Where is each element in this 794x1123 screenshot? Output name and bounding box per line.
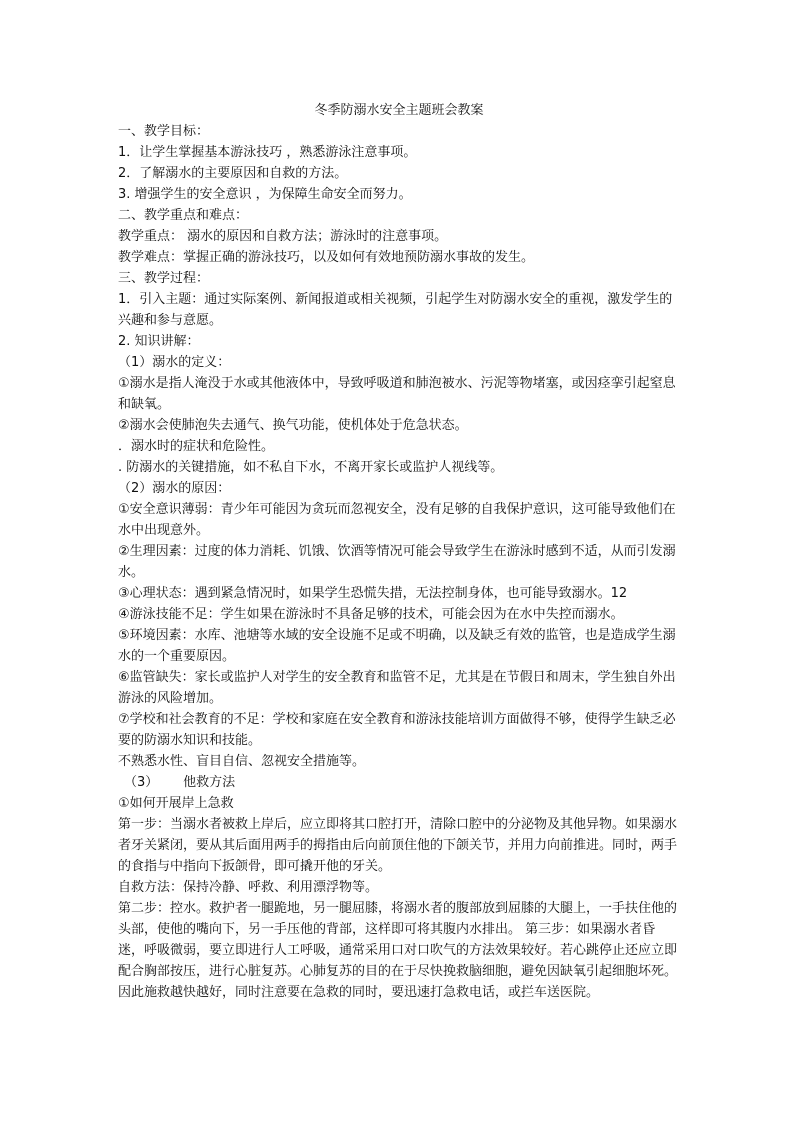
objective-item: 1．让学生掌握基本游泳技巧 ，熟悉游泳注意事项。 <box>118 145 417 160</box>
list-item: ①如何开展岸上急救 <box>118 796 234 811</box>
process-paragraph: 1．引入主题：通过实际案例、新闻报道或相关视频，引起学生对防溺水安全的重视，激发学生的兴趣和参与意愿。 <box>118 292 673 328</box>
paragraph: 第二步：控水。救护者一腿跪地，另一腿屈膝，将溺水者的腹部放到屈膝的大腿上，一手扶住他的头部，使他的嘴向下，另一手压他的背部，这样即可将其腹内水排出。 第三步：如果溺水者昏迷，呼吸微弱，要立即进行人工呼吸，通常采用口对口吹气的方法效果较好。若心跳停止还应立即配合胸部按压，进行心脏复苏。心肺复苏的目的在于尽快挽救脑细胞，避免因缺氧引起细胞坏死。因此施救越快越好，同时注意要在急救的同时，要迅速打急救电话，或拦车送医院。 <box>118 901 678 1000</box>
process-paragraph: 2. 知识讲解： <box>118 334 200 349</box>
subsection-heading: （1）溺水的定义： <box>118 355 231 370</box>
objective-item: 3. 增强学生的安全意识 ，为保障生命安全而努力。 <box>118 187 412 202</box>
paragraph: 第一步：当溺水者被救上岸后，应立即将其口腔打开，清除口腔中的分泌物及其他异物。如果溺水者牙关紧闭，要从其后面用两手的拇指由后向前顶住他的下颌关节，并用力向前推进。同时，两手的食指与中指向下扳颌骨，即可撬开他的牙关。 <box>118 817 678 874</box>
paragraph: 不熟悉水性、盲目自信、忽视安全措施等。 <box>118 754 366 769</box>
subsection-heading: （3） 他救方法 <box>124 775 236 790</box>
key-point-text: 教学重点： 溺水的原因和自救方法；游泳时的注意事项。 <box>118 229 448 244</box>
list-item: . 防溺水的关键措施，如不私自下水，不离开家长或监护人视线等。 <box>118 460 504 475</box>
document-page <box>118 100 680 1003</box>
list-item: ④游泳技能不足：学生如果在游泳时不具备足够的技术，可能会因为在水中失控而溺水。 <box>118 607 624 622</box>
list-item: ②溺水会使肺泡失去通气、换气功能，使机体处于危急状态。 <box>118 418 468 433</box>
section-heading-objectives: 一、教学目标： <box>118 124 210 139</box>
list-item: ②生理因素：过度的体力消耗、饥饿、饮酒等情况可能会导致学生在游泳时感到不适，从而引发溺水。 <box>118 544 676 580</box>
list-item: ⑥监管缺失：家长或监护人对学生的安全教育和监管不足，尤其是在节假日和周末，学生独自外出游泳的风险增加。 <box>118 670 676 706</box>
document-title: 冬季防溺水安全主题班会教案 <box>314 103 484 118</box>
section-heading-process: 三、教学过程： <box>118 271 210 286</box>
list-item: ．溺水时的症状和危险性。 <box>118 439 275 454</box>
list-item: ①溺水是指人淹没于水或其他液体中，导致呼吸道和肺泡被水、污泥等物堵塞，或因痉挛引起窒息和缺氧。 <box>118 376 676 412</box>
list-item: ⑤环境因素：水库、池塘等水域的安全设施不足或不明确，以及缺乏有效的监管，也是造成学生溺水的一个重要原因。 <box>118 628 676 664</box>
list-item: ①安全意识薄弱：青少年可能因为贪玩而忽视安全，没有足够的自我保护意识，这可能导致他们在水中出现意外。 <box>118 502 676 538</box>
subsection-heading: （2）溺水的原因： <box>118 481 231 496</box>
paragraph: 自救方法：保持冷静、呼救、利用漂浮物等。 <box>118 880 379 895</box>
difficult-point-text: 教学难点：掌握正确的游泳技巧，以及如何有效地预防溺水事故的发生。 <box>118 250 535 265</box>
section-heading-key-points: 二、教学重点和难点： <box>118 208 249 223</box>
list-item: ⑦学校和社会教育的不足：学校和家庭在安全教育和游泳技能培训方面做得不够，使得学生缺乏必要的防溺水知识和技能。 <box>118 712 676 748</box>
list-item: ③心理状态：遇到紧急情况时，如果学生恐慌失措，无法控制身体，也可能导致溺水。12 <box>118 586 628 601</box>
objective-item: 2．了解溺水的主要原因和自救的方法。 <box>118 166 348 181</box>
